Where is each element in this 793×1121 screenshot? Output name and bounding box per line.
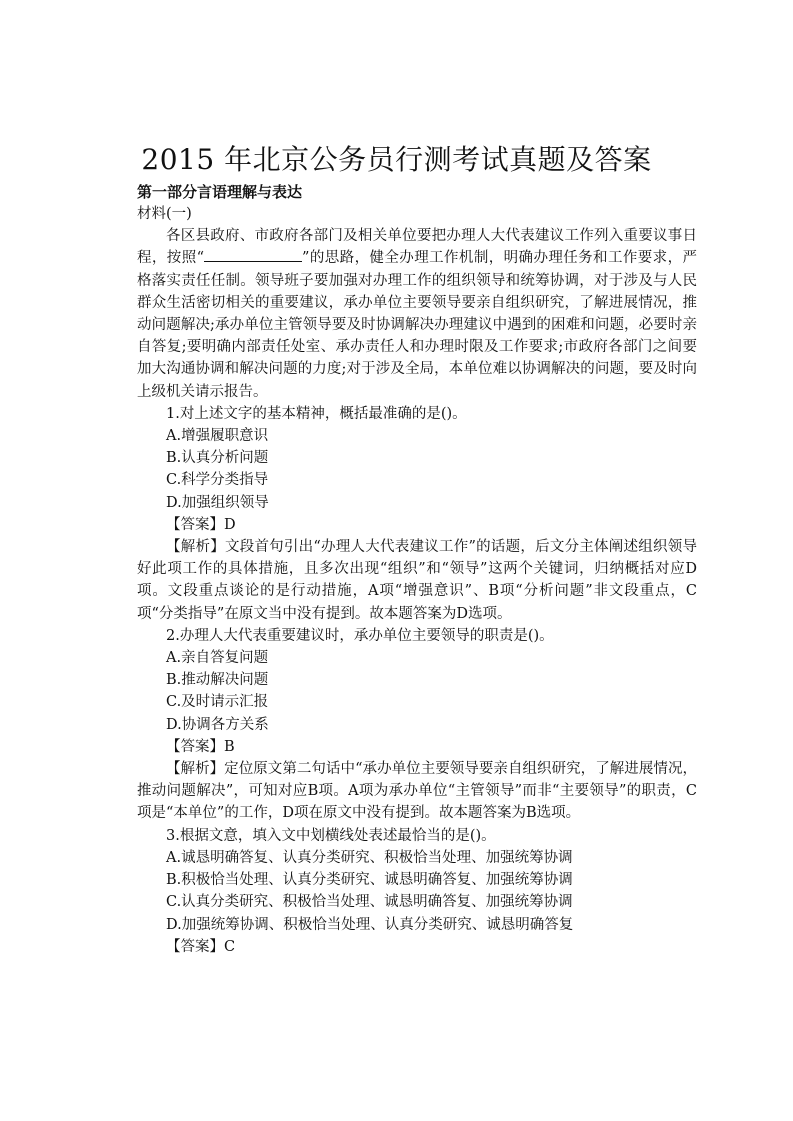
q3-option-a: A.诚恳明确答复、认真分类研究、积极恰当处理、加强统筹协调	[166, 849, 573, 866]
passage-paragraph	[137, 225, 697, 403]
q3-option-d: D.加强统筹协调、积极恰当处理、认真分类研究、诚恳明确答复	[166, 916, 574, 933]
q2-analysis: 【解析】定位原文第二句话中“承办单位主要领导要亲自组织研究，了解进展情况，推动问题解决”，可知对应B项。A项为承办单位“主管领导”而非“主要领导”的职责，C项是“本单位”的工作，D项在原文中没有提到。故本题答案为B选项。	[137, 761, 697, 822]
q1-option-d: D.加强组织领导	[166, 494, 269, 511]
q3-answer: 【答案】C	[166, 938, 236, 955]
fill-in-blank-line	[204, 248, 302, 262]
question-1: 1.对上述文字的基本精神，概括最准确的是()。	[166, 405, 467, 422]
q1-option-a: A.增强履职意识	[166, 428, 269, 445]
document-body	[137, 203, 697, 958]
q1-option-b: B.认真分析问题	[166, 450, 269, 467]
q1-answer: 【答案】D	[166, 516, 236, 533]
passage-text-start: 各区县政府、市政府各部门及相关单位要把办理人大代表建议工作列入重要议事日程，按照“	[137, 228, 697, 267]
q2-option-c: C.及时请示汇报	[166, 694, 269, 711]
document-title: 2015 年北京公务员行测考试真题及答案	[141, 143, 652, 176]
q2-option-d: D.协调各方关系	[166, 716, 269, 733]
q3-option-c: C.认真分类研究、积极恰当处理、诚恳明确答复、加强统筹协调	[166, 894, 573, 911]
passage-text-end: ”的思路，健全办理工作机制，明确办理任务和工作要求，严格落实责任任制。领导班子要加强对办理工作的组织领导和统筹协调，对于涉及与人民群众生活密切相关的重要建议，承办单位主要领导要亲自组织研究，了解进展情况，推动问题解决;承办单位主管领导要及时协调解决办理建议中遇到的困难和问题，必要时亲自答复;要明确内部责任处室、承办责任人和办理时限及工作要求;市政府各部门之间要加大沟通协调和解决问题的力度;对于涉及全局，本单位难以协调解决的问题，要及时向上级机关请示报告。	[137, 250, 697, 400]
question-2: 2.办理人大代表重要建议时，承办单位主要领导的职责是()。	[166, 627, 554, 644]
material-label: 材料(一)	[137, 206, 192, 222]
question-3: 3.根据文意，填入文中划横线处表述最恰当的是()。	[166, 827, 496, 844]
section-heading: 第一部分言语理解与表达	[137, 183, 303, 201]
q3-option-b: B.积极恰当处理、认真分类研究、诚恳明确答复、加强统筹协调	[166, 872, 573, 889]
q1-option-c: C.科学分类指导	[166, 472, 269, 489]
q2-option-a: A.亲自答复问题	[166, 650, 269, 667]
q2-option-b: B.推动解决问题	[166, 672, 269, 689]
q2-answer: 【答案】B	[166, 738, 235, 755]
q1-analysis: 【解析】文段首句引出“办理人大代表建议工作”的话题，后文分主体阐述组织领导好此项工作的具体措施，且多次出现“组织”和“领导”这两个关键词，归纳概括对应D项。文段重点谈论的是行动措施，A项“增强意识”、B项“分析问题”非文段重点，C项“分类指导”在原文当中没有提到。故本题答案为D选项。	[137, 539, 697, 622]
